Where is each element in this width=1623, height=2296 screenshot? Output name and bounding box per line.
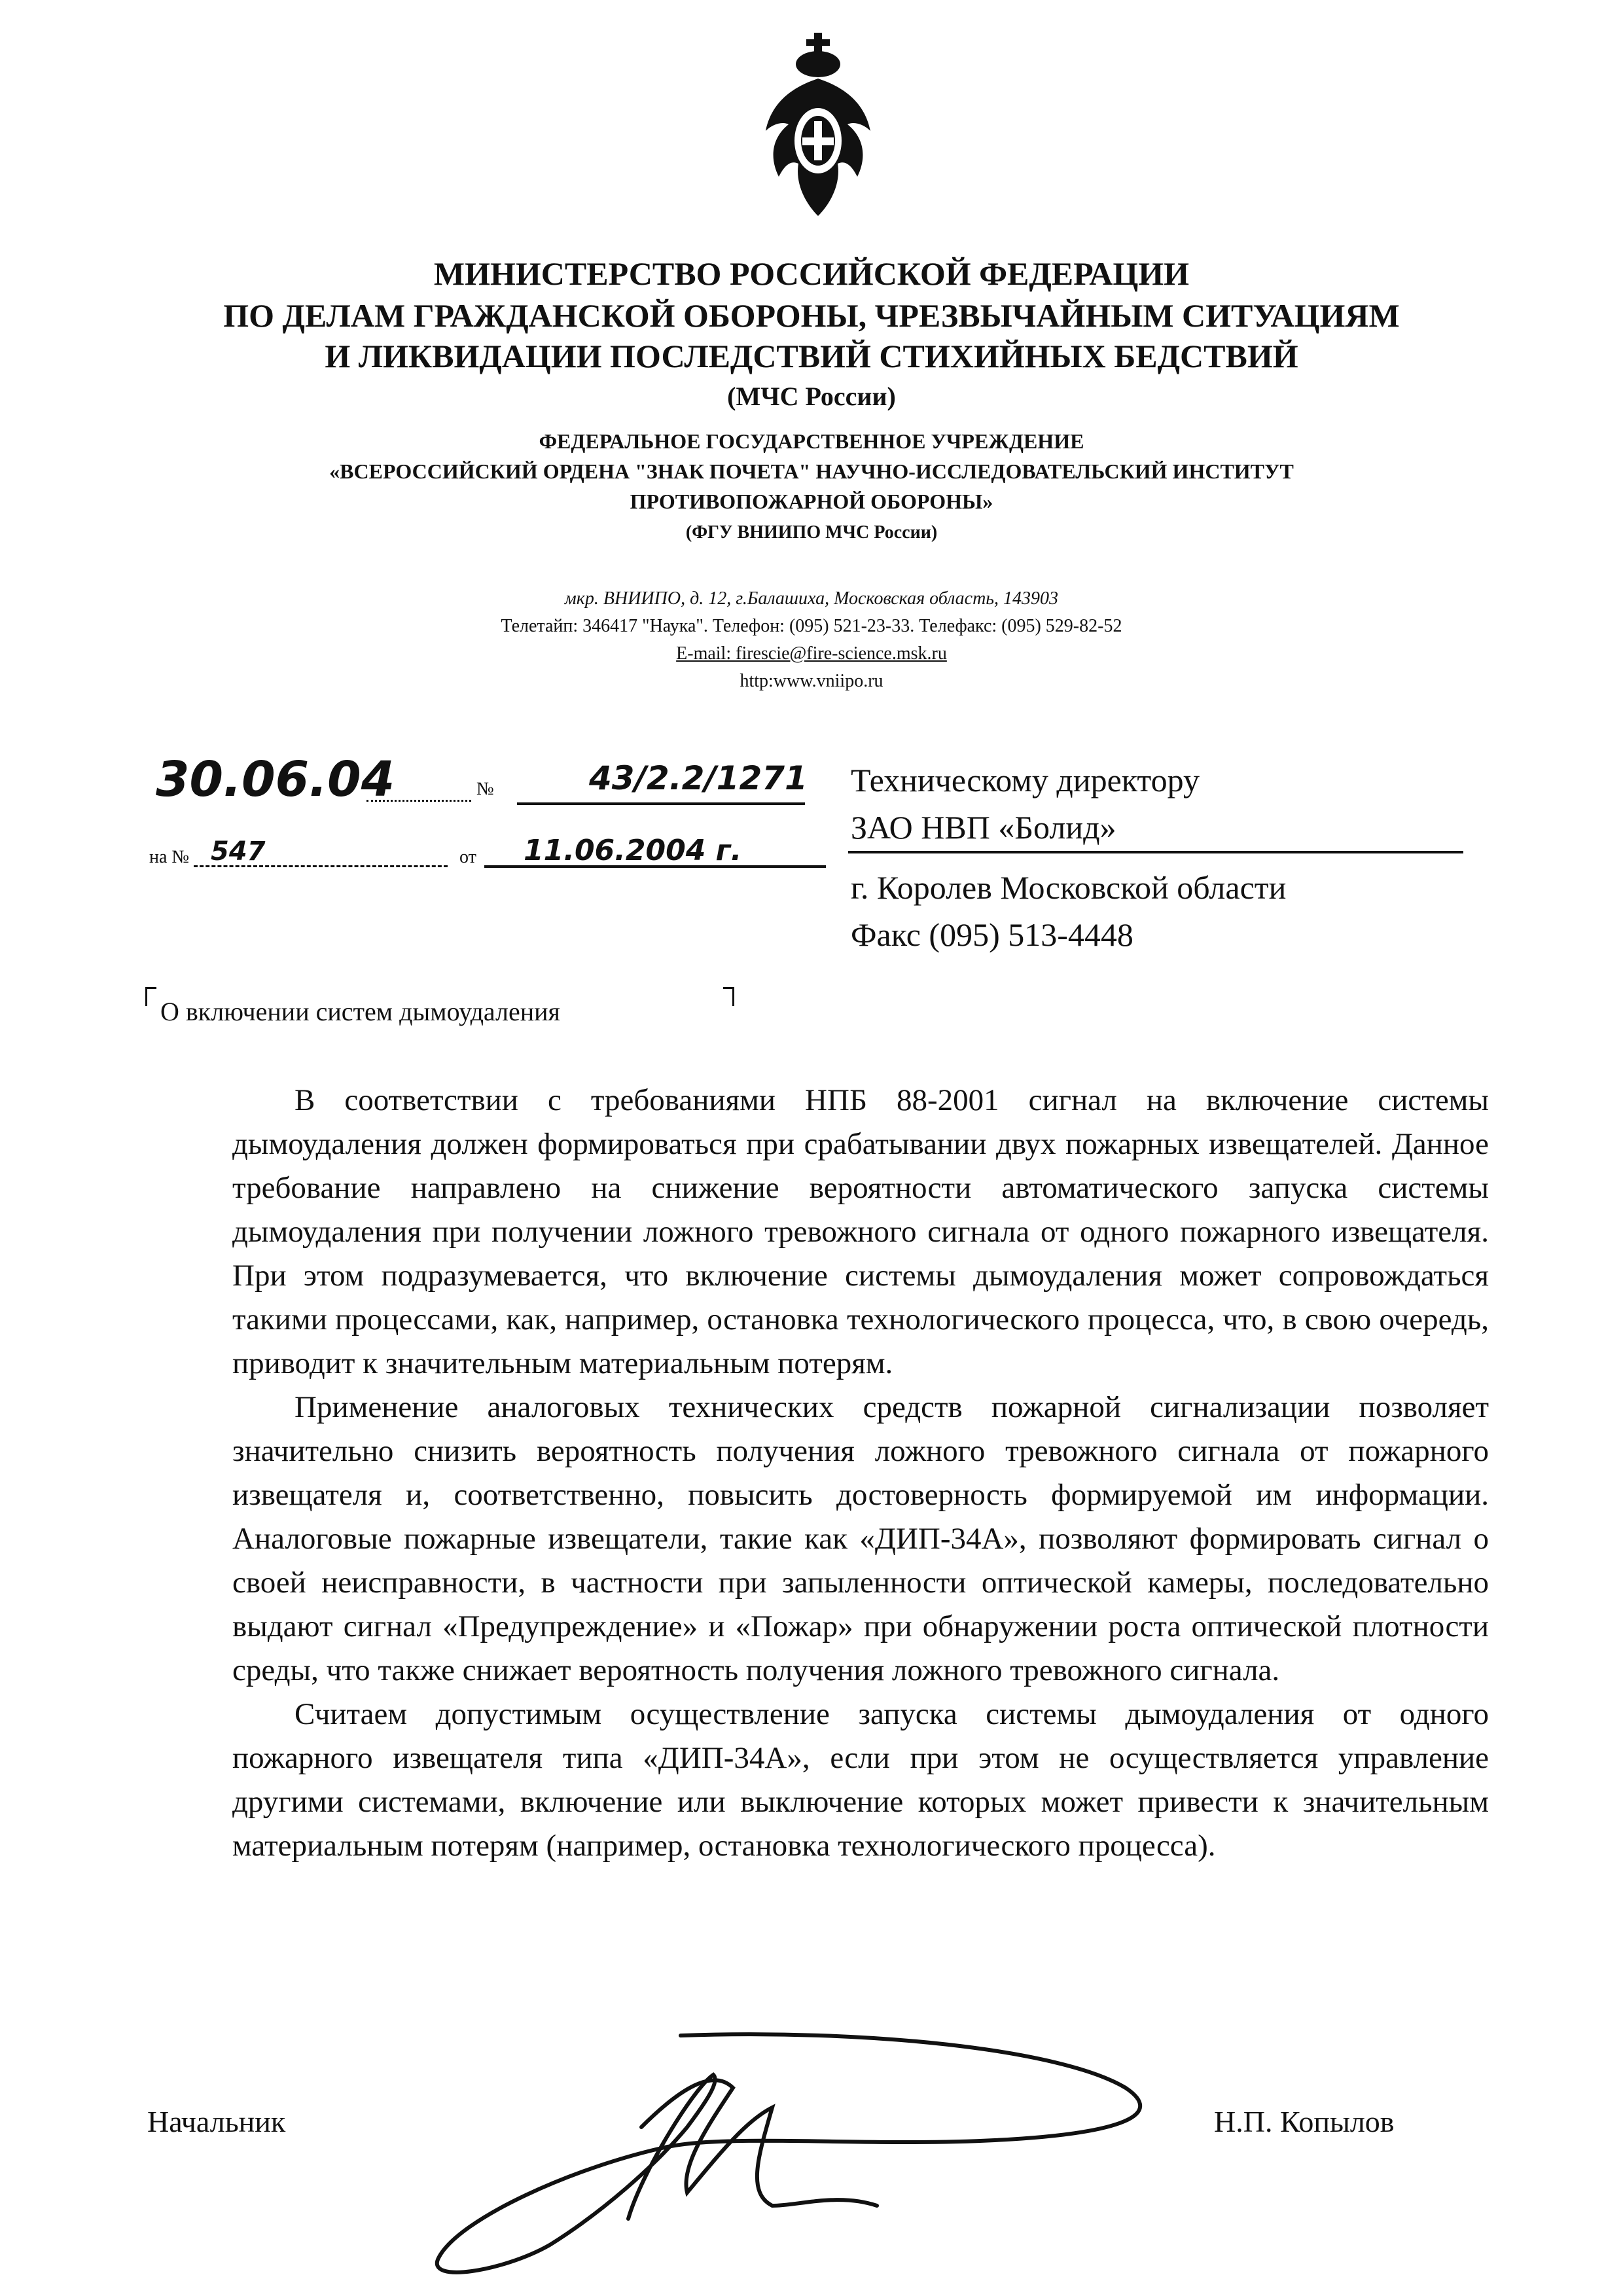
body-paragraph-1: В соответствии с требованиями НПБ 88-2001 сигнал на включение системы дымоудаления должен формироваться при срабатывании двух пожарных извещателей. Данное требование направлено на снижение вероятности автоматического запуска системы дымоудаления при получении ложного тревожного сигнала от одного пожарного извещателя. При этом подразумевается, что включение системы дымоудаления может сопровождаться такими процессами, как, например, остановка технологического процесса, что, в свою очередь, приводит к значительным материальным потерям. [232, 1083, 1489, 1380]
handwritten-signature [406, 2009, 1191, 2287]
ministry-name-line1: МИНИСТЕРСТВО РОССИЙСКОЙ ФЕДЕРАЦИИ [433, 255, 1190, 292]
number-underline [517, 802, 805, 805]
reply-date: 11.06.2004 г. [524, 834, 742, 867]
institution-abbreviation: (ФГУ ВНИИПО МЧС России) [685, 522, 938, 543]
address: мкр. ВНИИПО, д. 12, г.Балашиха, Московская область, 143903 [564, 588, 1059, 609]
number-label: № [476, 779, 494, 799]
signatory-title: Начальник [147, 2105, 286, 2138]
recipient-city: г. Королев Московской области [851, 869, 1287, 906]
recipient-organization: ЗАО НВП «Болид» [851, 809, 1116, 846]
recipient-position: Техническому директору [851, 762, 1200, 798]
institution-name-cont: ПРОТИВОПОЖАРНОЙ ОБОРОНЫ» [630, 490, 993, 513]
institution-type: ФЕДЕРАЛЬНОЕ ГОСУДАРСТВЕННОЕ УЧРЕЖДЕНИЕ [539, 429, 1084, 453]
ministry-name-line3: И ЛИКВИДАЦИИ ПОСЛЕДСТВИЙ СТИХИЙНЫХ БЕДСТВИЙ [325, 338, 1298, 374]
reply-date-underline [484, 865, 826, 868]
institution-name: «ВСЕРОССИЙСКИЙ ОРДЕНА "ЗНАК ПОЧЕТА" НАУЧНО-ИССЛЕДОВАТЕЛЬСКИЙ ИНСТИТУТ [329, 459, 1294, 483]
body-paragraph-3: Считаем допустимым осуществление запуска системы дымоудаления от одного пожарного извещателя типа «ДИП-34А», если при этом не осуществляется управление другими системами, включение или выключение которых может привести к значительным материальным потерям (например, остановка технологического процесса). [232, 1697, 1489, 1863]
contact-phones: Телетайп: 346417 "Наука". Телефон: (095) 521-23-33. Телефакс: (095) 529-82-52 [501, 616, 1122, 636]
subject-bracket-left [145, 987, 156, 1006]
emchs-emblem-icon [759, 33, 877, 229]
ministry-abbreviation: (МЧС России) [727, 382, 896, 411]
letter-date: 30.06.04 [156, 751, 395, 808]
reply-number-underline [194, 865, 448, 867]
contact-website: http:www.vniipo.ru [740, 671, 883, 691]
letter-body [232, 1079, 1489, 1868]
from-label: от [459, 847, 476, 867]
recipient-fax: Факс (095) 513-4448 [851, 916, 1133, 953]
reply-number-label: на № [149, 847, 190, 867]
ministry-name-line2: ПО ДЕЛАМ ГРАЖДАНСКОЙ ОБОРОНЫ, ЧРЕЗВЫЧАЙНЫМ СИТУАЦИЯМ [223, 297, 1400, 334]
letter-number: 43/2.2/1271 [589, 759, 808, 797]
subject-bracket-right [723, 987, 734, 1006]
contact-email: E-mail: firescie@fire-science.msk.ru [676, 643, 947, 664]
reply-number: 547 [211, 836, 266, 867]
signatory-name: Н.П. Копылов [1214, 2105, 1395, 2138]
recipient-underline [848, 851, 1463, 853]
date-underline [366, 800, 471, 802]
body-paragraph-2: Применение аналоговых технических средств пожарной сигнализации позволяет значительно снизить вероятность получения ложного тревожного сигнала от пожарного извещателя и, соответственно, повысить достоверность формируемой им информации. Аналоговые пожарные извещатели, такие как «ДИП-34А», позволяют формировать сигнал о своей неисправности, в частности при запыленности оптической камеры, последовательно выдают сигнал «Предупреждение» и «Пожар» при обнаружении роста оптической плотности среды, что также снижает вероятность получения ложного тревожного сигнала. [232, 1390, 1489, 1687]
subject-line: О включении систем дымоудаления [160, 997, 560, 1026]
